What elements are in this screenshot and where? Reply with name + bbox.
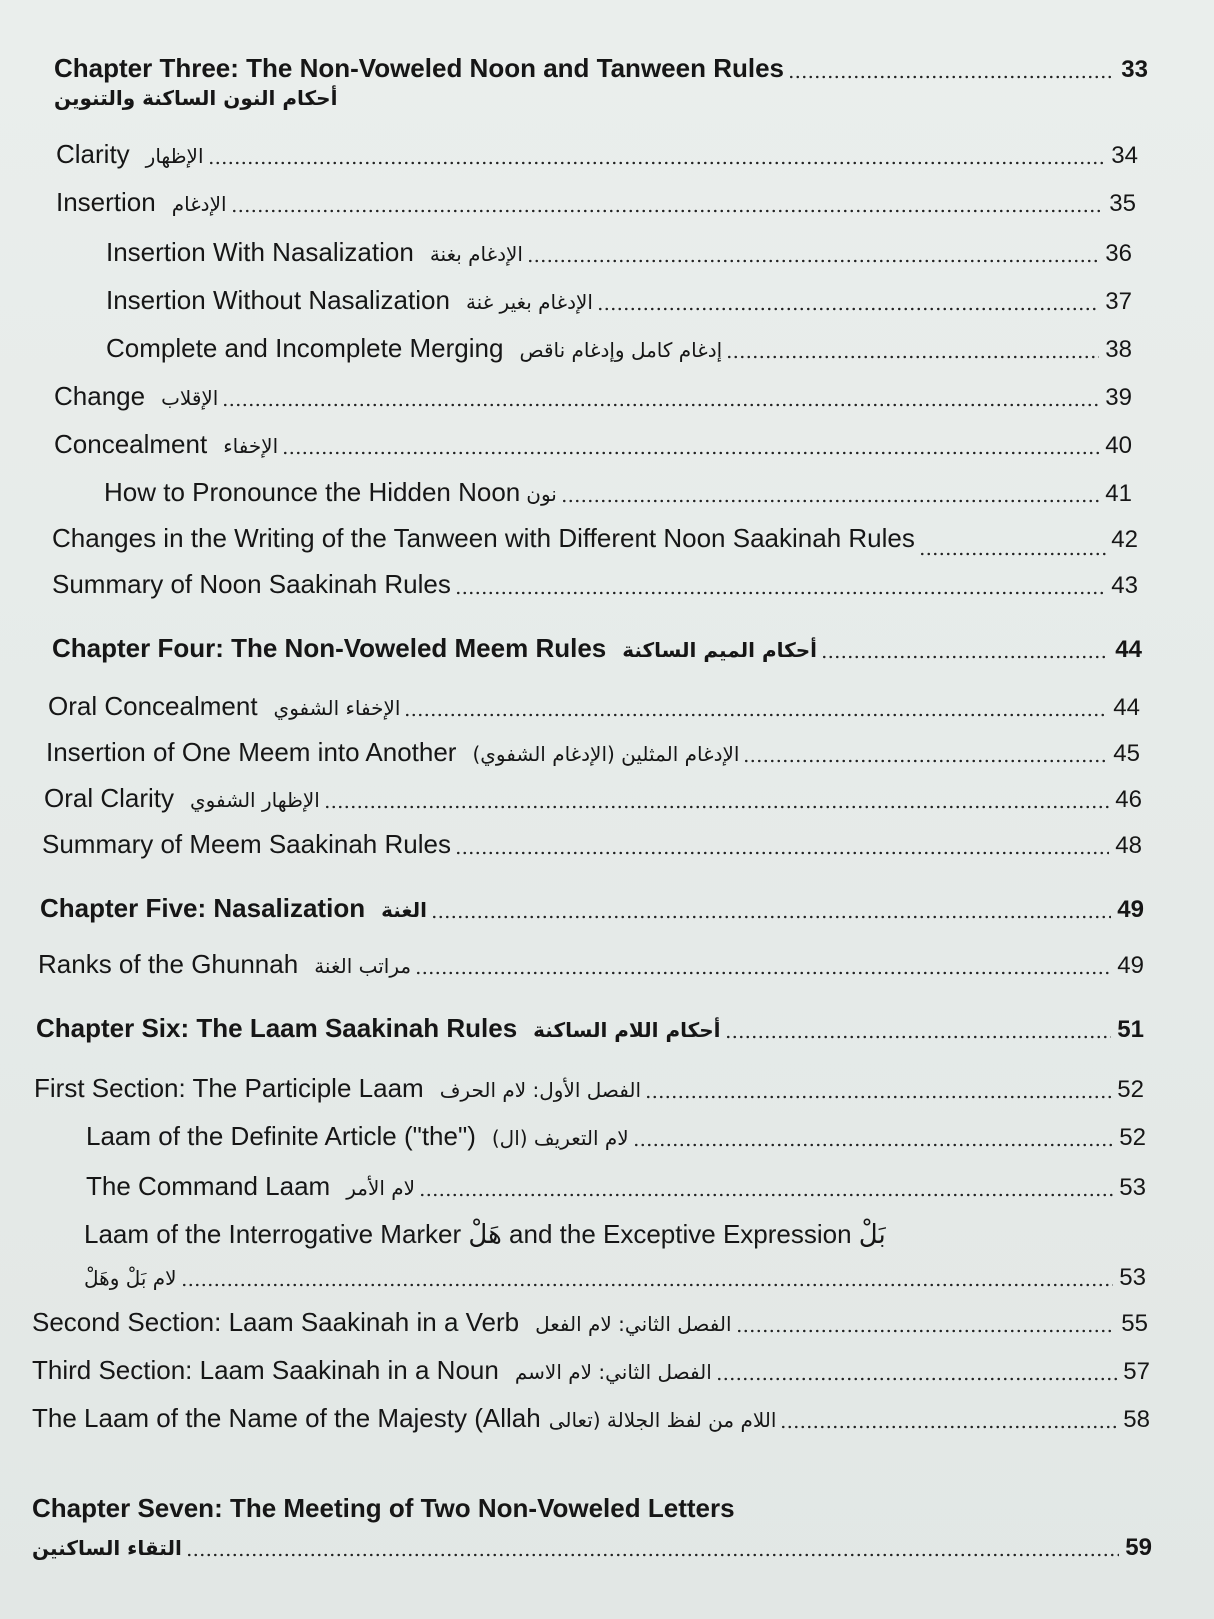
toc-entry-title: Oral Clarity [44,783,175,813]
toc-entry-title: Oral Concealment [48,691,258,721]
dot-leader [645,1095,1111,1099]
toc-entry-arabic: اللام من لفظ الجلالة (تعالى [548,1408,777,1432]
toc-page-number: 49 [1117,952,1144,979]
toc-entry-arabic: الإدغام بغنة [429,242,523,266]
toc-entry-arabic: الفصل الثاني: لام الاسم [514,1360,712,1384]
toc-entry-definite-article[interactable] [86,1120,1146,1154]
toc-entry-title: Chapter Three: The Non-Voweled Noon and Tanween Rules [54,53,784,83]
dot-leader [919,552,1107,556]
toc-entry-hidden-noon[interactable] [104,476,1132,510]
toc-entry-title: Insertion With Nasalization [106,237,414,267]
toc-page-number: 52 [1119,1124,1146,1151]
toc-entry-chapter-three[interactable] [54,52,1148,86]
toc-page-number: 59 [1125,1534,1152,1561]
dot-leader [186,1553,1119,1557]
toc-entry-insertion-without-nasalization[interactable] [106,284,1132,318]
toc-entry-arabic: مراتب الغنة [314,954,412,978]
toc-entry-title: Insertion [56,187,156,217]
toc-page-number: 57 [1123,1358,1150,1385]
toc-page-number: 37 [1105,288,1132,315]
dot-leader [716,1377,1118,1381]
toc-page-number: 55 [1121,1310,1148,1337]
toc-entry-chapter-seven[interactable] [32,1492,1132,1524]
toc-page-number: 48 [1115,832,1142,859]
dot-leader [222,403,1099,407]
toc-entry-title: Complete and Incomplete Merging [106,333,504,363]
toc-entry-command-laam[interactable] [86,1170,1146,1204]
dot-leader [181,1283,1114,1287]
dot-leader [404,713,1107,717]
dot-leader [419,1193,1113,1197]
toc-page-number: 45 [1113,740,1140,767]
dot-leader [282,451,1099,455]
toc-entry-chapter-seven-arabic-line[interactable] [32,1532,1152,1564]
toc-entry-third-section[interactable] [32,1354,1150,1388]
toc-entry-clarity[interactable] [56,138,1138,172]
toc-page-number: 44 [1115,636,1142,663]
toc-entry-arabic: لام بَلْ وهَلْ [84,1266,177,1290]
dot-leader [788,75,1115,79]
toc-entry-title: Chapter Five: Nasalization [40,893,366,923]
dot-leader [455,591,1105,595]
toc-entry-title: Laam of the Definite Article ("the") [86,1121,476,1151]
toc-entry-title: Ranks of the Ghunnah [38,949,299,979]
dot-leader [455,851,1109,855]
dot-leader [561,499,1099,503]
toc-entry-title: Chapter Four: The Non-Voweled Meem Rules [52,633,607,663]
toc-entry-title: Insertion Without Nasalization [106,285,450,315]
toc-entry-arabic: لام التعريف (ال) [491,1126,629,1150]
toc-entry-concealment[interactable] [54,428,1132,462]
dot-leader [821,655,1109,659]
toc-entry-title: Clarity [56,139,130,169]
toc-entry-complete-incomplete-merging[interactable] [106,332,1132,366]
toc-entry-title: Insertion of One Meem into Another [46,737,457,767]
toc-page-number: 36 [1105,240,1132,267]
toc-entry-first-section[interactable] [34,1072,1144,1106]
toc-page-number: 43 [1111,572,1138,599]
toc-entry-title: Third Section: Laam Saakinah in a Noun [32,1355,499,1385]
toc-entry-title: The Command Laam [86,1171,331,1201]
toc-entry-insertion-with-nasalization[interactable] [106,236,1132,270]
dot-leader [231,209,1104,213]
toc-page-number: 52 [1117,1076,1144,1103]
dot-leader [527,259,1099,263]
toc-entry-title: Concealment [54,429,208,459]
toc-entry-arabic: الإقلاب [161,386,219,410]
toc-page-number: 58 [1123,1406,1150,1433]
toc-entry-oral-clarity[interactable] [44,782,1142,816]
toc-entry-chapter-six[interactable] [36,1012,1144,1046]
dot-leader [726,355,1099,359]
toc-page-number: 34 [1111,142,1138,169]
toc-page-number: 41 [1105,480,1132,507]
toc-entry-title: First Section: The Participle Laam [34,1073,424,1103]
toc-entry-ghunnah-ranks[interactable] [38,948,1144,982]
toc-entry-title: Summary of Meem Saakinah Rules [42,829,451,859]
toc-entry-meem-summary[interactable] [42,828,1142,862]
toc-entry-noon-summary[interactable] [52,568,1138,602]
toc-page-number: 53 [1119,1174,1146,1201]
toc-entry-arabic: الإخفاء الشفوي [273,696,401,720]
toc-entry-title: Laam of the Interrogative Marker هَلْ and the Exceptive Expression بَلْ [84,1219,886,1249]
toc-entry-arabic: الإدغام [171,192,227,216]
toc-entry-oral-concealment[interactable] [48,690,1140,724]
toc-page-number: 44 [1113,694,1140,721]
toc-entry-title: Change [54,381,146,411]
toc-entry-tanween-changes[interactable] [52,522,1138,556]
toc-entry-arabic: الإخفاء [223,434,279,458]
toc-entry-arabic: الإظهار [145,144,204,168]
toc-page-number: 53 [1119,1264,1146,1291]
dot-leader [725,1035,1112,1039]
toc-entry-arabic: الإظهار الشفوي [190,788,320,812]
toc-entry-title: Chapter Six: The Laam Saakinah Rules [36,1013,518,1043]
toc-page-number: 35 [1109,190,1136,217]
toc-entry-laam-of-majesty[interactable] [32,1402,1150,1436]
toc-entry-arabic: التقاء الساكنين [32,1536,182,1560]
toc-entry-meem-insertion[interactable] [46,736,1140,770]
toc-entry-title: Second Section: Laam Saakinah in a Verb [32,1307,520,1337]
toc-entry-title: How to Pronounce the Hidden Noon [104,477,521,507]
toc-entry-arabic: إدغام كامل وإدغام ناقص [519,338,723,362]
toc-entry-chapter-five[interactable] [40,892,1144,926]
toc-entry-title: The Laam of the Name of the Majesty (Allah [32,1403,541,1433]
toc-entry-arabic: نون [526,482,557,506]
toc-entry-change[interactable] [54,380,1132,414]
dot-leader [208,161,1106,165]
toc-entry-arabic: الفصل الثاني: لام الفعل [535,1312,732,1336]
dot-leader [780,1425,1117,1429]
toc-page-number: 38 [1105,336,1132,363]
toc-entry-interrogative-title[interactable] [84,1218,1144,1250]
toc-entry-chapter-four[interactable] [52,632,1142,666]
toc-page-number: 40 [1105,432,1132,459]
toc-page-number: 39 [1105,384,1132,411]
toc-entry-arabic: الإدغام بغير غنة [465,290,593,314]
toc-entry-arabic: أحكام الميم الساكنة [622,638,818,662]
toc-entry-arabic: لام الأمر [346,1176,416,1200]
toc-entry-title: Chapter Seven: The Meeting of Two Non-Voweled Letters [32,1493,735,1523]
dot-leader [431,915,1111,919]
dot-leader [597,307,1099,311]
toc-entry-arabic: الغنة [381,898,428,922]
dot-leader [736,1329,1116,1333]
toc-entry-interrogative-arabic-line[interactable] [84,1262,1146,1294]
toc-entry-insertion[interactable] [56,186,1136,220]
toc-entry-title: Summary of Noon Saakinah Rules [52,569,451,599]
toc-entry-second-section[interactable] [32,1306,1148,1340]
dot-leader [633,1143,1114,1147]
toc-entry-title: Changes in the Writing of the Tanween with Different Noon Saakinah Rules [52,523,915,553]
dot-leader [415,971,1111,975]
toc-page-number: 49 [1117,896,1144,923]
toc-page-number: 33 [1121,56,1148,83]
toc-page-number: 46 [1115,786,1142,813]
dot-leader [743,759,1107,763]
toc-entry-arabic: أحكام اللام الساكنة [533,1018,721,1042]
toc-page-number: 51 [1117,1016,1144,1043]
toc-entry-arabic: الإدغام المثلين (الإدغام الشفوي) [472,742,740,766]
dot-leader [324,805,1109,809]
toc-page-number: 42 [1111,526,1138,553]
toc-entry-arabic: الفصل الأول: لام الحرف [439,1078,642,1102]
toc-entry-arabic: أحكام النون الساكنة والتنوين [54,86,338,110]
